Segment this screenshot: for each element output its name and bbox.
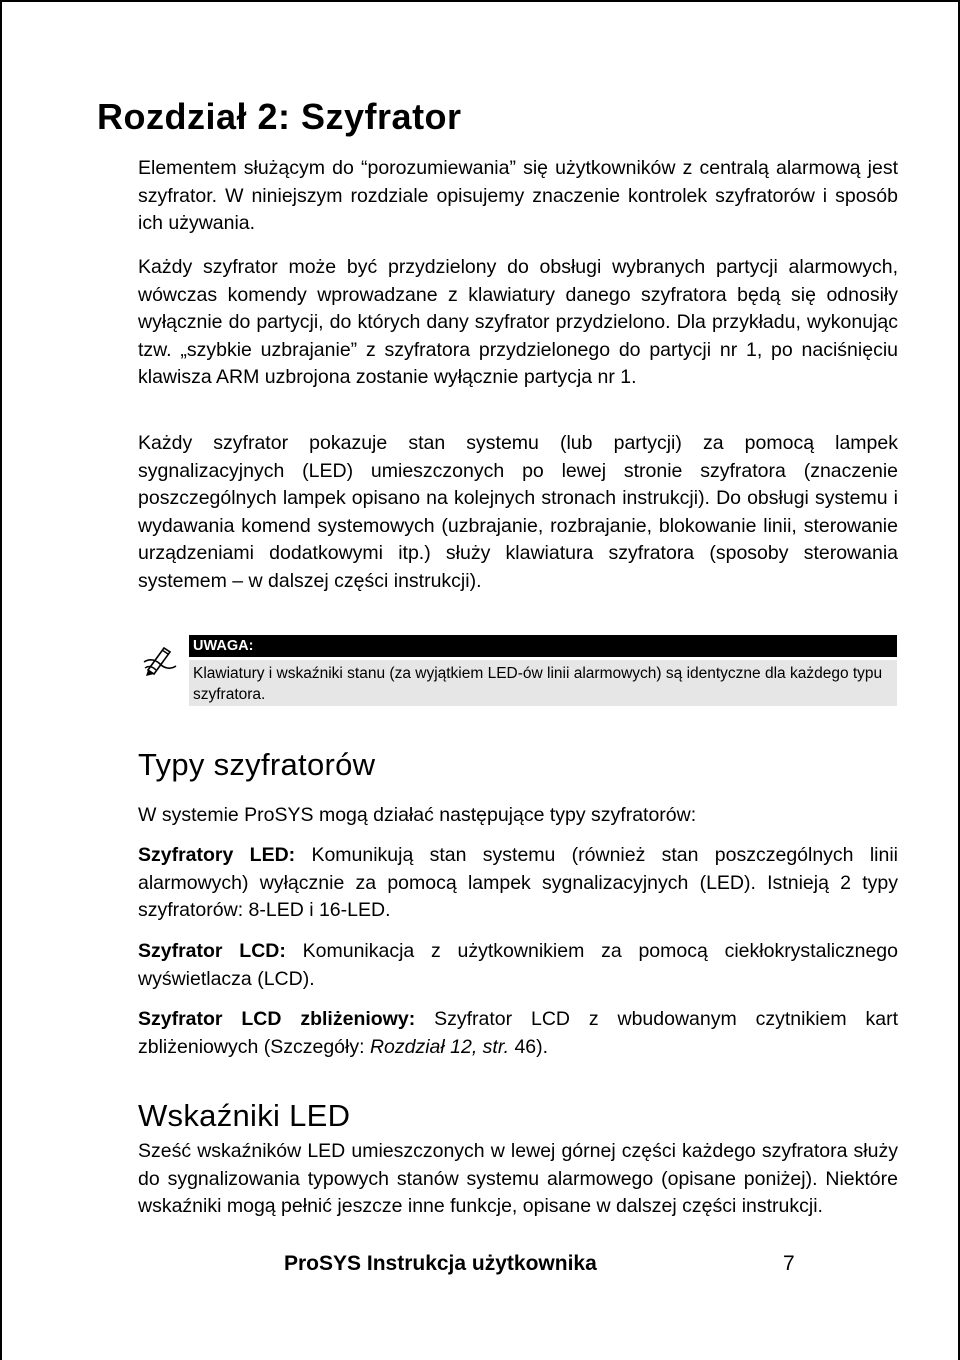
type-item-led (138, 842, 898, 925)
type-item-lcd (138, 938, 898, 993)
type-term: Szyfratory LED: (138, 844, 296, 866)
page-border-top (0, 0, 960, 2)
section-heading-led: Wskaźniki LED (138, 1098, 351, 1133)
chapter-reference: Rozdział 12, str. (369, 1035, 510, 1058)
intro-paragraph: Elementem służącym do “porozumiewania” się użytkowników z centralą alarmową jest szyfrator. W niniejszym rozdziale opisujemy znaczenie kontrolek szyfratorów i sposób ich używania. (138, 157, 898, 234)
footer-title: ProSYS Instrukcja użytkownika (284, 1252, 597, 1275)
type-term: Szyfrator LCD: (138, 940, 286, 962)
type-description: Komunikacja z użytkownikiem za pomocą ciekłokrystalicznego wyświetlacza (LCD). (138, 940, 898, 990)
type-term: Szyfrator LCD zbliżeniowy: (138, 1008, 416, 1030)
page-border-left (0, 0, 2, 1360)
chapter-title: Rozdział 2: Szyfrator (97, 96, 462, 137)
led-paragraph: Sześć wskaźników LED umieszczonych w lewej górnej części każdego szyfratora służy do sygnalizowania typowych stanów systemu alarmowego (opisane poniżej). Niektóre wskaźniki mogą pełnić jeszcze inne funkcje, opisane w dalszej części instrukcji. (138, 1140, 898, 1217)
types-intro: W systemie ProSYS mogą działać następujące typy szyfratorów: (138, 804, 697, 826)
note-text: Klawiatury i wskaźniki stanu (za wyjątkiem LED-ów linii alarmowych) są identyczne dla każdego typu szyfratora. (189, 660, 897, 706)
type-description: Szyfrator LCD z wbudowanym czytnikiem kart zbliżeniowych (Szczegóły: (138, 1008, 898, 1058)
hand-writing-icon (142, 640, 178, 680)
type-description-tail: 46). (509, 1035, 549, 1058)
page-number: 7 (783, 1252, 795, 1275)
note-label: UWAGA: (189, 635, 897, 657)
type-description: Komunikują stan systemu (również stan poszczególnych linii alarmowych) wyłącznie za pomocą lampek sygnalizacyjnych (LED). Istnieją 2 typy szyfratorów: 8-LED i 16-LED. (138, 844, 898, 921)
intro-paragraph: Każdy szyfrator pokazuje stan systemu (lub partycji) za pomocą lampek sygnalizacyjnych (LED) umieszczonych po lewej stronie szyfratora (znaczenie poszczególnych lampek opisano na kolejnych stronach instrukcji). Do obsługi systemu i wydawania komend systemowych (uzbrajanie, rozbrajanie, blokowanie linii, sterowanie urządzeniami dodatkowymi itp.) służy klawiatura szyfratora (sposoby sterowania systemem – w dalszej części instrukcji). (138, 432, 898, 592)
section-heading-types: Typy szyfratorów (138, 747, 376, 782)
intro-paragraph: Każdy szyfrator może być przydzielony do obsługi wybranych partycji alarmowych, wówczas komendy wprowadzane z klawiatury danego szyfratora będą się odnosiły wyłącznie do partycji, do których dany szyfrator przydzielono. Dla przykładu, wykonując tzw. „szybkie uzbrajanie” z szyfratora przydzielonego do partycji nr 1, po naciśnięciu klawisza ARM uzbrojona zostanie wyłącznie partycja nr 1. (138, 256, 898, 388)
type-item-lcd-proximity (138, 1006, 898, 1061)
